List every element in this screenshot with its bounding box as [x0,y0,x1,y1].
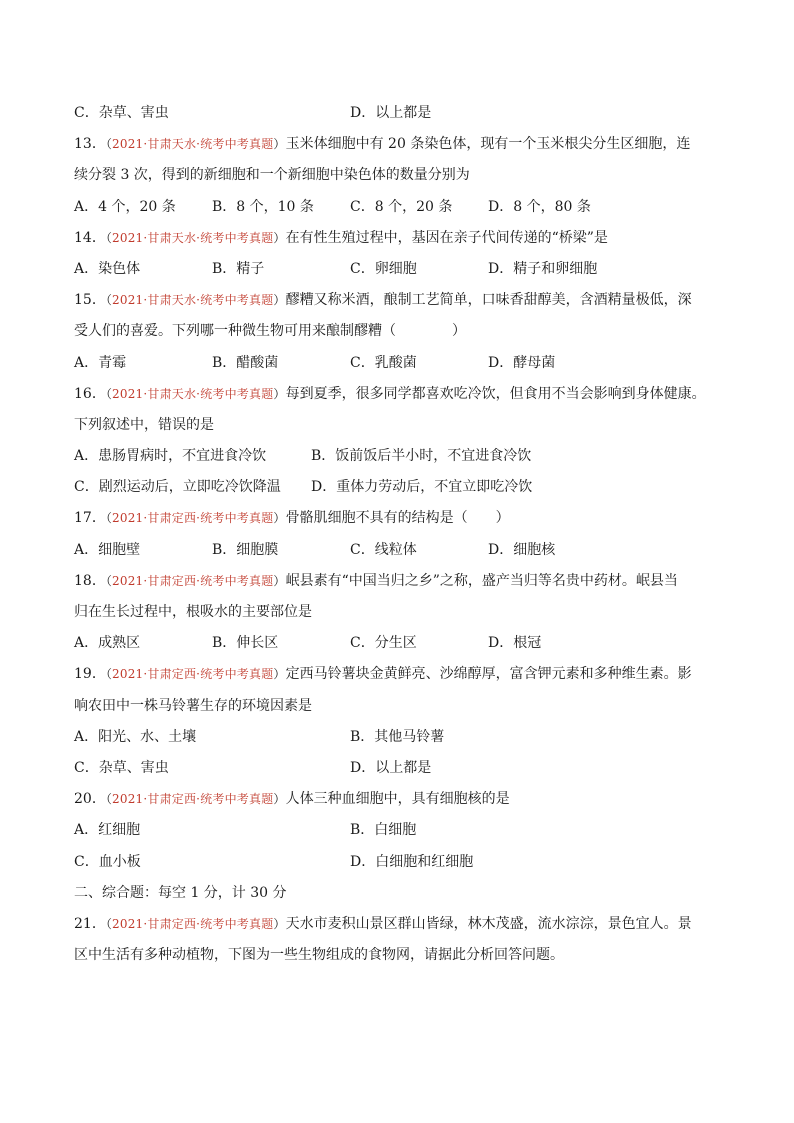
question-19-line2: 响农田中一株马铃薯生存的环境因素是 [74,697,312,714]
question-stem: 天水市麦积山景区群山皆绿，林木茂盛，流水淙淙，景色宜人。景 [285,915,692,932]
question-15-line1: 15．（2021·甘肃天水·统考中考真题）醪糟又称米酒，酿制工艺简单，口味香甜醇美，含酒精量极低，深 [74,292,692,309]
option-c: C．杂草、害虫 [74,759,169,776]
options-row [74,722,730,753]
option-d: D．以上都是 [350,105,432,121]
options-row [74,472,730,503]
option-d: D．重体力劳动后，不宜立即吃冷饮 [311,479,533,496]
option-c: C．剧烈运动后，立即吃冷饮降温 [74,479,281,496]
question-18-line1: 18．（2021·甘肃定西·统考中考真题）岷县素有“中国当归之乡”之称，盛产当归等名贵中药材。岷县当 [74,572,678,589]
question-19-line1: 19．（2021·甘肃定西·统考中考真题）定西马铃薯块金黄鲜亮、沙绵醇厚，富含钾元素和多种维生素。影 [74,666,692,683]
question-20-line1: 20．（2021·甘肃定西·统考中考真题）人体三种血细胞中，具有细胞核的是 [74,791,510,808]
option-b: B．8 个，10 条 [212,198,314,215]
options-row [74,628,730,659]
option-a: A．成熟区 [74,635,141,652]
option-b: B．饭前饭后半小时，不宜进食冷饮 [311,448,532,465]
question-stem: 骨骼肌细胞不具有的结构是（ ） [285,510,510,527]
option-c: C．杂草、害虫 [74,105,169,121]
question-source: 2021·甘肃天水·统考中考真题 [112,293,274,308]
options-row [74,535,730,566]
question-number: 19． [74,666,106,683]
question-source: 2021·甘肃定西·统考中考真题 [112,573,274,588]
option-c: C．分生区 [350,635,417,652]
question-source: 2021·甘肃定西·统考中考真题 [112,792,274,807]
option-d: D．根冠 [488,635,542,652]
option-a: A．青霉 [74,354,127,371]
question-16-line1: 16．（2021·甘肃天水·统考中考真题）每到夏季，很多同学都喜欢吃冷饮，但食用不当会影响到身体健康。 [74,385,706,402]
option-d: D．以上都是 [350,759,432,776]
question-source: 2021·甘肃天水·统考中考真题 [112,230,274,245]
options-row [74,815,730,846]
question-stem: 在有性生殖过程中，基因在亲子代间传递的“桥梁”是 [285,229,608,246]
question-stem: 玉米体细胞中有 20 条染色体，现有一个玉米根尖分生区细胞，连 [285,136,691,153]
question-source: 2021·甘肃定西·统考中考真题 [112,511,274,526]
question-number: 16． [74,385,106,402]
question-21-line1: 21．（2021·甘肃定西·统考中考真题）天水市麦积山景区群山皆绿，林木茂盛，流水淙淙，景色宜人。景 [74,915,692,932]
option-b: B．伸长区 [212,635,279,652]
option-a: A．阳光、水、土壤 [74,728,197,745]
question-13-line2: 续分裂 3 次，得到的新细胞和一个新细胞中染色体的数量分别为 [74,167,470,184]
option-d: D．白细胞和红细胞 [350,853,474,870]
options-row [74,192,730,223]
question-stem: 每到夏季，很多同学都喜欢吃冷饮，但食用不当会影响到身体健康。 [285,385,706,402]
option-a: A．染色体 [74,260,141,277]
question-source: 2021·甘肃天水·统考中考真题 [112,137,274,152]
option-b: B．醋酸菌 [212,354,279,371]
question-21-line2: 区中生活有多种动植物，下图为一些生物组成的食物网，请据此分析回答问题。 [74,947,564,964]
option-b: B．精子 [212,260,265,277]
option-c: C．卵细胞 [350,260,417,277]
options-row [74,847,730,878]
option-c: C．8 个，20 条 [350,198,453,215]
question-number: 21． [74,915,106,932]
question-13-line1: 13．（2021·甘肃天水·统考中考真题）玉米体细胞中有 20 条染色体，现有一个玉米根尖分生区细胞，连 [74,136,691,153]
options-row [74,441,730,472]
option-c: C．线粒体 [350,541,417,558]
question-stem: 人体三种血细胞中，具有细胞核的是 [285,791,510,808]
option-a: A．患肠胃病时，不宜进食冷饮 [74,448,267,465]
question-number: 18． [74,572,106,589]
question-15-line2: 受人们的喜爱。下列哪一种微生物可用来酿制醪糟（ ） [74,323,466,340]
section-heading: 二、综合题：每空 1 分，计 30 分 [74,884,287,901]
option-d: D．酵母菌 [488,354,556,371]
question-stem: 醪糟又称米酒，酿制工艺简单，口味香甜醇美，含酒精量极低，深 [285,292,692,309]
option-b: B．白细胞 [350,822,417,839]
option-c: C．血小板 [74,853,141,870]
question-17-line1: 17．（2021·甘肃定西·统考中考真题）骨骼肌细胞不具有的结构是（ ） [74,510,510,527]
option-d: D．8 个，80 条 [488,198,591,215]
option-b: B．细胞膜 [212,541,279,558]
question-stem: 定西马铃薯块金黄鲜亮、沙绵醇厚，富含钾元素和多种维生素。影 [285,666,692,683]
question-source: 2021·甘肃天水·统考中考真题 [112,386,274,401]
option-a: A．细胞壁 [74,541,141,558]
question-18-line2: 归在生长过程中，根吸水的主要部位是 [74,604,312,620]
question-stem: 岷县素有“中国当归之乡”之称，盛产当归等名贵中药材。岷县当 [285,572,678,589]
option-d: D．精子和卵细胞 [488,260,598,277]
question-source: 2021·甘肃定西·统考中考真题 [112,667,274,682]
option-c: C．乳酸菌 [350,354,417,371]
question-number: 15． [74,292,106,309]
question-number: 13． [74,136,106,153]
option-a: A．红细胞 [74,822,141,839]
question-number: 14． [74,229,106,246]
option-a: A．4 个，20 条 [74,198,176,215]
question-number: 17． [74,510,106,527]
question-number: 20． [74,791,106,808]
options-row [74,348,730,379]
question-14-line1: 14．（2021·甘肃天水·统考中考真题）在有性生殖过程中，基因在亲子代间传递的“桥梁”是 [74,229,608,246]
options-row [74,753,730,784]
option-b: B．其他马铃薯 [350,728,445,745]
options-row [74,98,730,129]
question-source: 2021·甘肃定西·统考中考真题 [112,916,274,931]
question-16-line2: 下列叙述中，错误的是 [74,416,214,433]
options-row [74,254,730,285]
option-d: D．细胞核 [488,541,556,558]
